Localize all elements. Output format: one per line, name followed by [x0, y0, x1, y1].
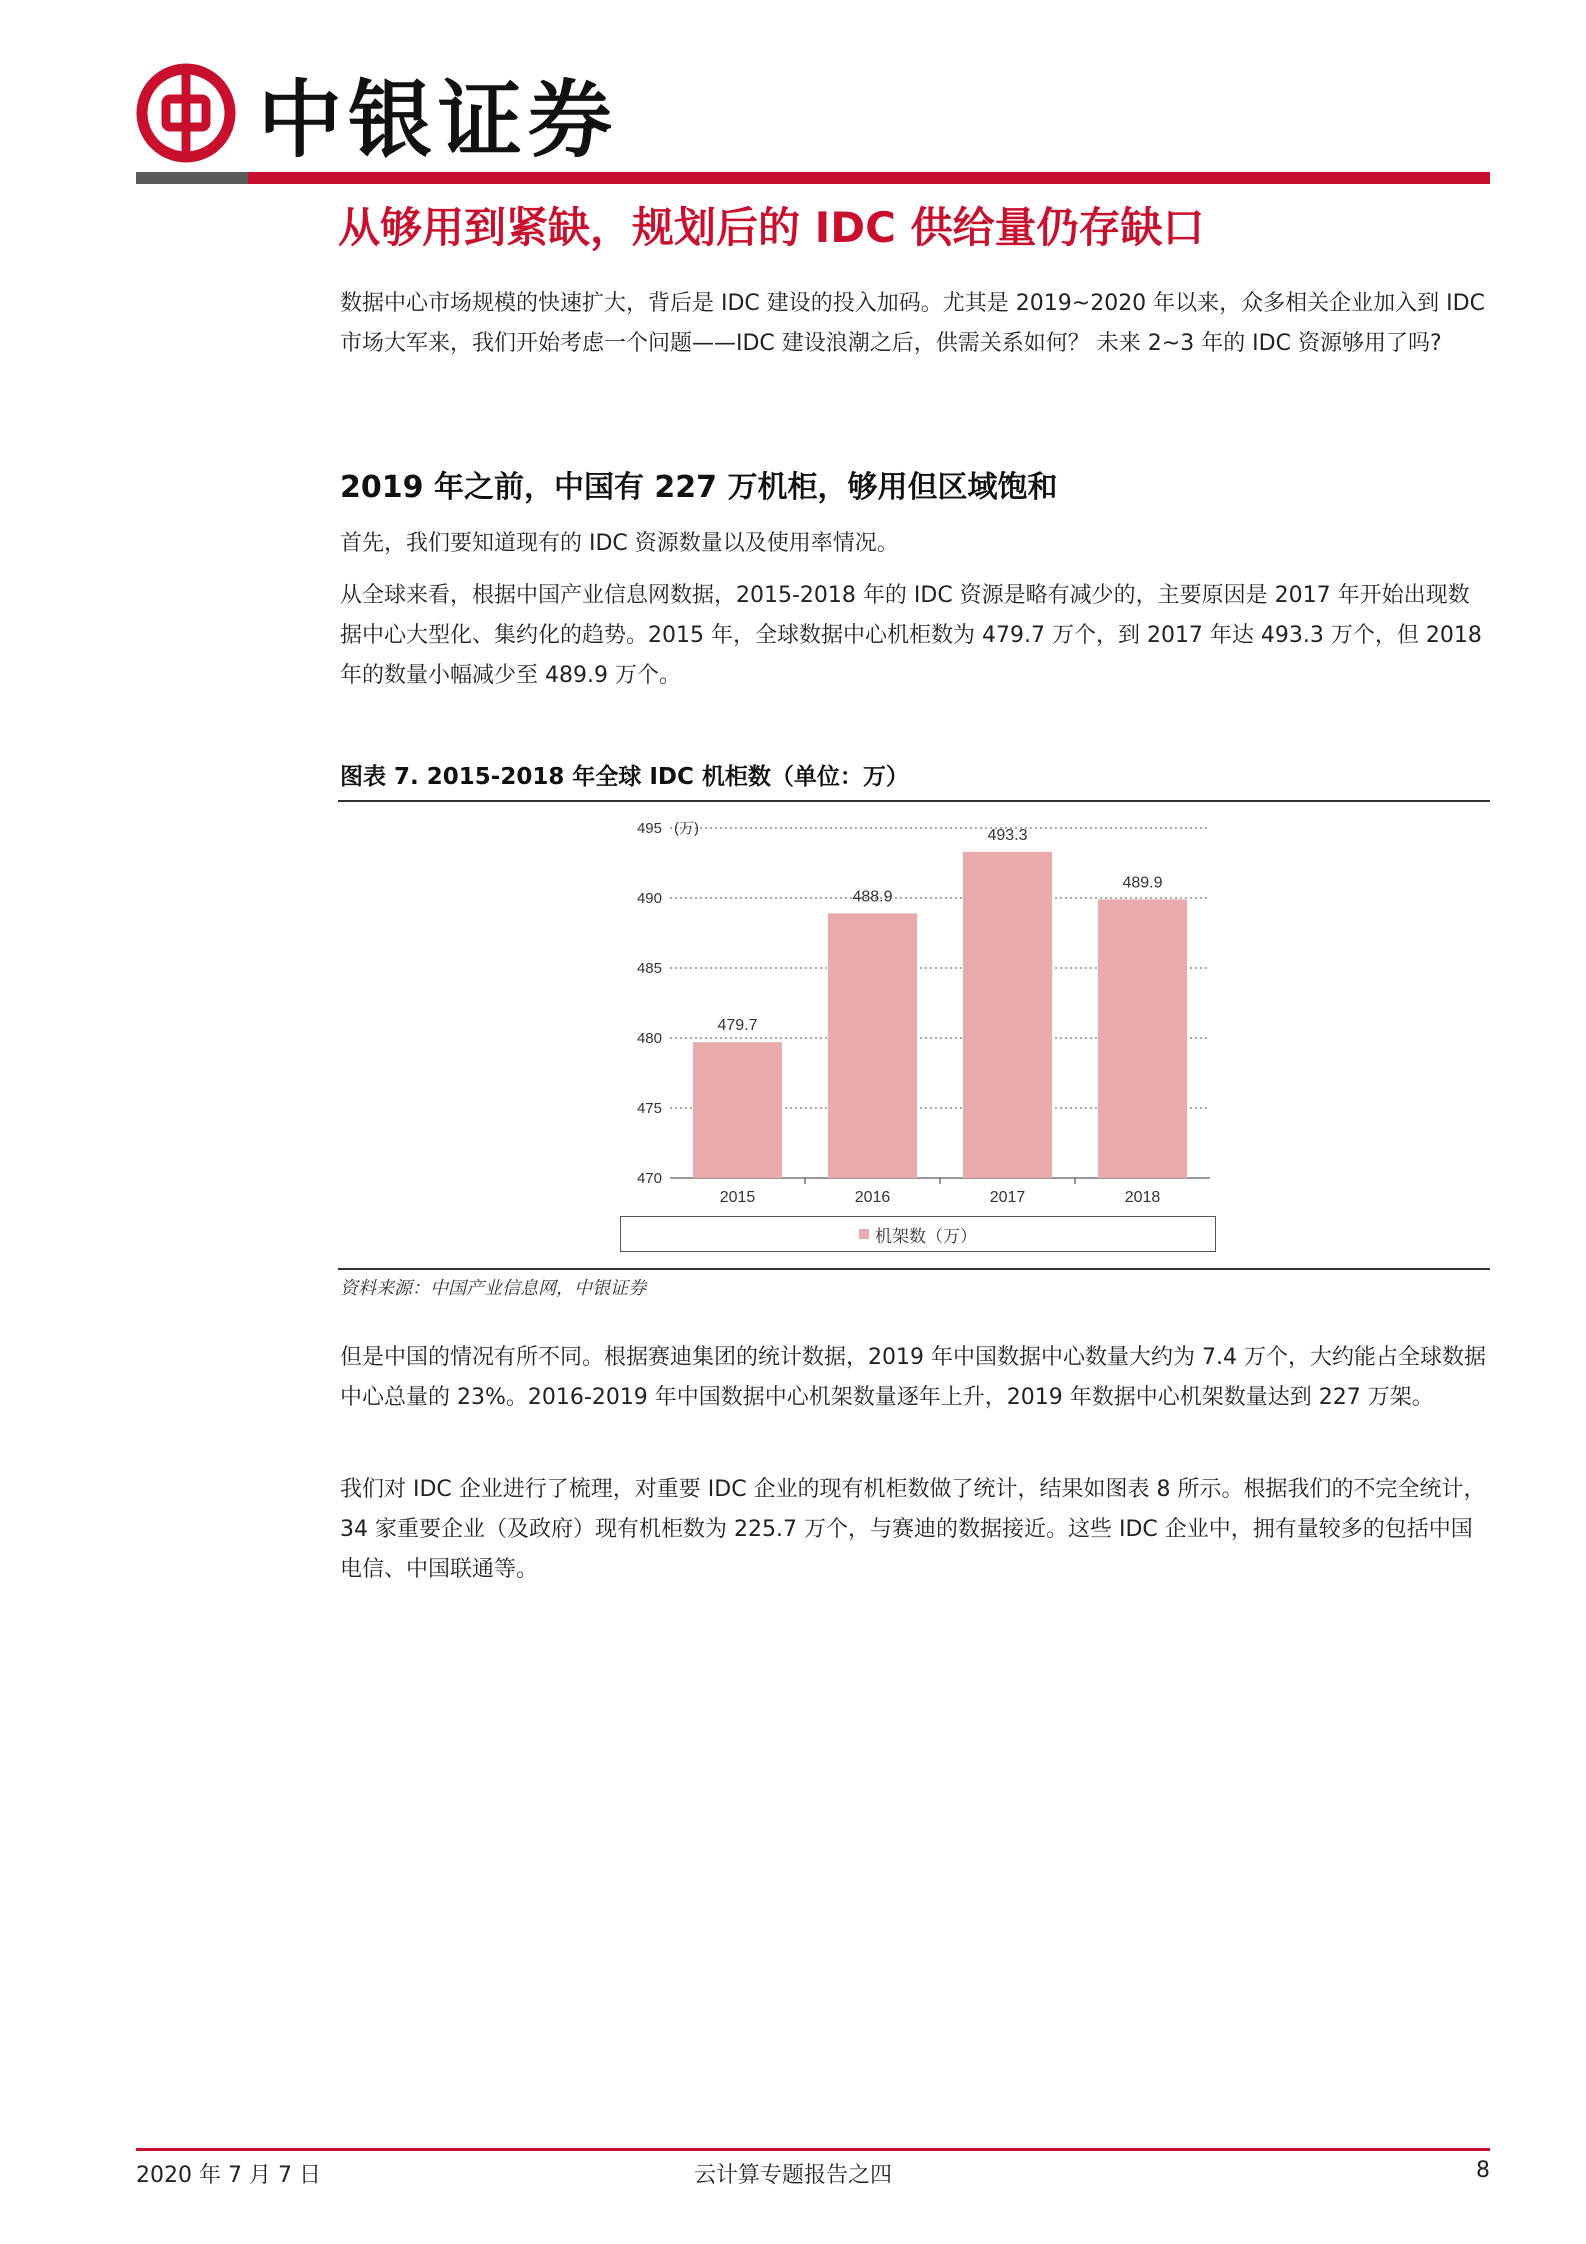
y-tick-label: 470 [636, 1170, 662, 1187]
intro-paragraph: 数据中心市场规模的快速扩大，背后是 IDC 建设的投入加码。尤其是 2019~2020 年以来，众多相关企业加入到 IDC 市场大军来，我们开始考虑一个问题——IDC 建设浪潮之后，供需关系如何？ 未来 2~3 年的 IDC 资源够用了吗? [340, 291, 1485, 356]
footer-page-number: 8 [1476, 2158, 1490, 2183]
y-tick-label: 480 [636, 1030, 662, 1047]
header-rule-red [248, 172, 1490, 184]
bar-chart [620, 808, 1220, 1208]
y-tick-label: 495 [636, 820, 662, 837]
bar [963, 852, 1052, 1178]
company-name: 中银证券 [258, 69, 619, 169]
footer-report-name: 云计算专题报告之四 [693, 2163, 892, 2188]
x-tick-label: 2016 [854, 1189, 891, 1206]
paragraph-first: 首先，我们要知道现有的 IDC 资源数量以及使用率情况。 [340, 531, 899, 556]
bar [693, 1042, 782, 1178]
chart-legend [620, 1216, 1216, 1252]
figure-title: 图表 7. 2015-2018 年全球 IDC 机柜数（单位：万） [340, 764, 909, 790]
legend-swatch [859, 1229, 869, 1239]
x-tick-label: 2018 [1124, 1189, 1161, 1206]
footer-date: 2020 年 7 月 7 日 [136, 2163, 321, 2188]
legend-label: 机架数（万） [875, 1226, 977, 1247]
chart-bars [693, 852, 1187, 1178]
section-title: 从够用到紧缺，规划后的 IDC 供给量仍存缺口 [338, 203, 1205, 252]
paragraph-china: 但是中国的情况有所不同。根据赛迪集团的统计数据，2019 年中国数据中心数量大约为 7.4 万个，大约能占全球数据中心总量的 23%。2016-2019 年中国数据中心机架数量逐年上升，2019 年数据中心机架数量达到 227 万架。 [340, 1345, 1486, 1410]
data-label: 479.7 [717, 1017, 758, 1035]
x-tick-label: 2015 [719, 1189, 756, 1206]
company-logo [136, 58, 618, 168]
bar [1098, 899, 1187, 1178]
y-tick-label: 485 [636, 960, 662, 977]
paragraph-enterprises: 我们对 IDC 企业进行了梳理，对重要 IDC 企业的现有机柜数做了统计，结果如图表 8 所示。根据我们的不完全统计，34 家重要企业（及政府）现有机柜数为 225.7 万个，与赛迪的数据接近。这些 IDC 企业中，拥有量较多的包括中国电信、中国联通等。 [340, 1477, 1486, 1582]
footer-rule [136, 2148, 1490, 2151]
y-tick-label: 475 [636, 1100, 662, 1117]
paragraph-global-data: 从全球来看，根据中国产业信息网数据，2015-2018 年的 IDC 资源是略有减少的，主要原因是 2017 年开始出现数据中心大型化、集约化的趋势。2015 年，全球数据中心机柜数为 479.7 万个，到 2017 年达 493.3 万个，但 2018 年的数量小幅减少至 489.9 万个。 [340, 583, 1482, 688]
bank-of-china-logo-icon [136, 63, 236, 163]
data-label: 493.3 [987, 826, 1028, 844]
page-header [0, 0, 1586, 190]
bar [828, 913, 917, 1178]
x-tick-label: 2017 [989, 1189, 1026, 1206]
y-tick-label: 490 [636, 890, 662, 907]
subsection-title: 2019 年之前，中国有 227 万机柜，够用但区域饱和 [340, 470, 1058, 505]
data-label: 488.9 [852, 888, 893, 906]
figure-source: 资料来源：中国产业信息网，中银证券 [340, 1278, 646, 1299]
header-rule-dark [136, 172, 248, 184]
chart-axes [670, 1178, 1210, 1184]
y-unit-label: (万) [674, 820, 699, 837]
figure-rule-bottom [338, 1268, 1490, 1270]
figure-rule-top [338, 800, 1490, 802]
data-label: 489.9 [1122, 874, 1163, 892]
